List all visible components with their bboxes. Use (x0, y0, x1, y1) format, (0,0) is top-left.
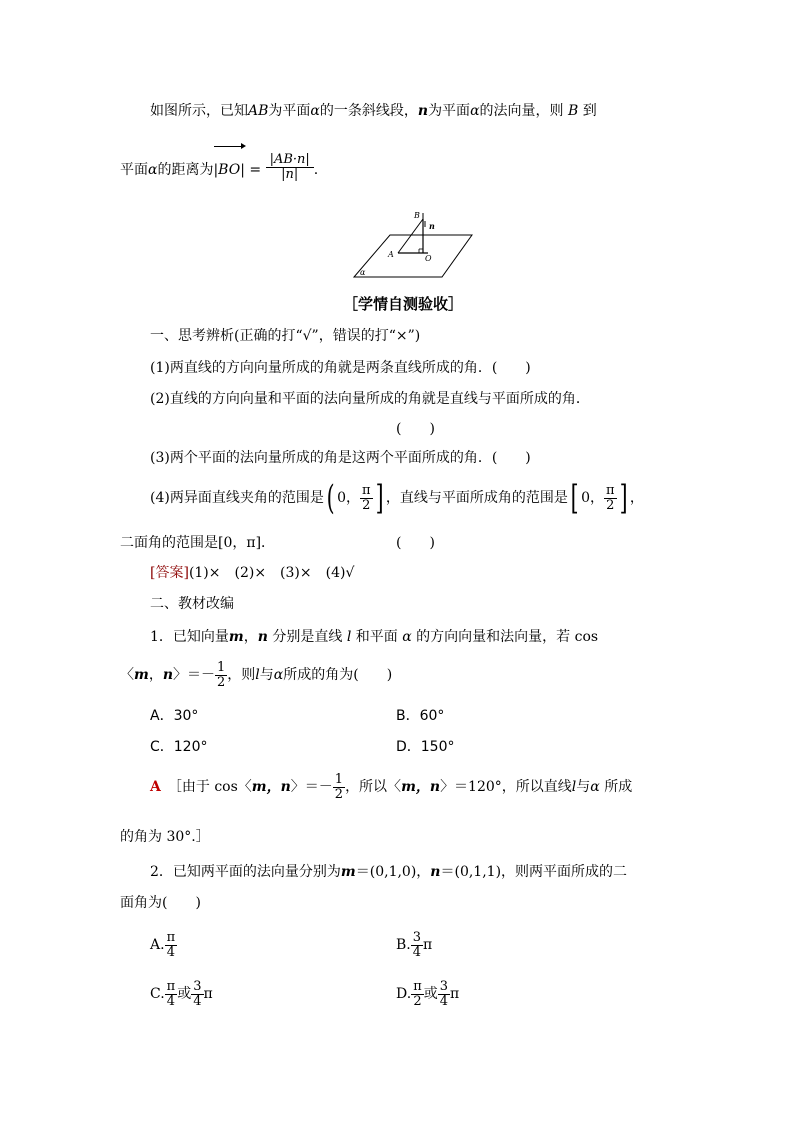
part1-q2: (2)直线的方向向量和平面的法向量所成的角就是直线与平面所成的角． (150, 391, 590, 407)
answer-tag: [答案] (150, 565, 189, 581)
option-C: C．120° (150, 739, 208, 755)
part2-q2-line1: 2．已知两平面的法向量分别为m＝(0,1,0)，n＝(0,1,1)，则两平面所成的二 (150, 864, 628, 880)
q2-option-B: B. $\frac{3}{4}$ π (396, 929, 433, 960)
solution-line-2: 的角为 30°.］ (120, 829, 210, 845)
part1-q4-line2: 二面角的范围是[0，π]． (120, 535, 276, 551)
figure-label-B: B (414, 211, 420, 220)
part2-heading: 二、教材改编 (150, 596, 234, 612)
intro-line-1: 如图所示，已知AB为平面α的一条斜线段，n为平面α的法向量，则 B 到 (150, 103, 597, 119)
part1-q4-paren: ( ) (396, 535, 435, 551)
figure-label-alpha: α (360, 268, 366, 277)
figure-label-A: A (388, 250, 394, 259)
q2-option-A: A. $\frac{\pi}{4}$ (150, 929, 176, 960)
intro-line-2: 平面α的距离为|BO| = $\frac{|AB\cdot n|}{|n|}$ . (120, 150, 318, 190)
part1-heading: 一、思考辨析(正确的打“√”，错误的打“×”) (150, 328, 421, 344)
solution-line-1: A ［由于 cos〈m，n〉＝－ $\frac{1}{2}$ ，所以〈m，n〉＝120°，所以直线l与α 所成 (150, 771, 633, 802)
q2-option-D: D. $\frac{\pi}{2}$ 或 $\frac{3}{4}$ π (396, 978, 460, 1009)
part1-q4-line1: (4)两异面直线夹角的范围是( 0， $\frac{\pi}{2}$ ] ，直线与平面所成角的范围是[ 0， $\frac{\pi}{2}$ ] ， (150, 478, 644, 518)
plane-figure (350, 207, 475, 281)
fraction-one-half: $\frac{1}{2}$ (217, 659, 226, 690)
option-D: D．150° (396, 739, 455, 755)
figure-label-O: O (425, 254, 432, 263)
vector-BO: |BO| (213, 150, 244, 190)
part1-q3: (3)两个平面的法向量所成的角是这两个平面所成的角．( ) (150, 450, 531, 466)
option-B: B．60° (396, 708, 445, 724)
figure-label-n: n (429, 221, 435, 231)
distance-fraction: $\frac{|AB\cdot n|}{|n|}$ (266, 153, 314, 182)
option-A: A．30° (150, 708, 199, 724)
part2-q1-line1: 1．已知向量m，n 分别是直线 l 和平面 α 的方向向量和法向量，若 cos (150, 629, 599, 645)
section-title: ［学情自测验收］ (343, 295, 464, 313)
q2-option-C: C. $\frac{\pi}{4}$ 或 $\frac{3}{4}$ π (150, 978, 213, 1009)
solution-letter: A (150, 779, 161, 795)
fraction-pi-over-2: $\frac{\pi}{2}$ (606, 482, 615, 513)
part1-q2-paren: ( ) (396, 421, 435, 437)
part2-q2-line2: 面角为( ) (120, 895, 201, 911)
part1-answer: [答案](1)× (2)× (3)× (4)√ (150, 565, 355, 581)
part1-q1: (1)两直线的方向向量所成的角就是两条直线所成的角．( ) (150, 360, 531, 376)
fraction-pi-over-2: $\frac{\pi}{2}$ (362, 482, 371, 513)
part2-q1-line2: 〈m，n〉＝－ $\frac{1}{2}$ ，则l与α所成的角为( ) (120, 659, 393, 690)
fraction-one-half: $\frac{1}{2}$ (334, 771, 344, 802)
